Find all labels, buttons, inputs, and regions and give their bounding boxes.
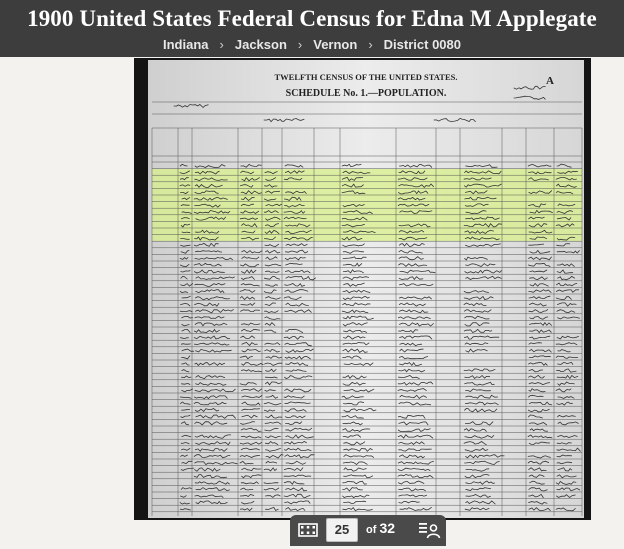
total-pages: 32	[379, 520, 396, 536]
document-schedule: SCHEDULE No. 1.—POPULATION.	[285, 88, 447, 99]
chevron-right-icon: ›	[219, 37, 224, 52]
breadcrumb	[0, 37, 624, 52]
index-panel-button[interactable]	[414, 515, 444, 546]
page-number-input[interactable]	[326, 518, 358, 542]
chevron-right-icon: ›	[368, 37, 373, 52]
breadcrumb-district[interactable]: District 0080	[383, 37, 461, 52]
page-count	[366, 520, 395, 536]
filmstrip-button[interactable]	[293, 515, 323, 546]
page-of-label: of	[366, 524, 377, 536]
sheet-letter: A	[546, 75, 554, 87]
chevron-right-icon: ›	[297, 37, 303, 52]
image-toolbar	[290, 515, 446, 546]
breadcrumb-township[interactable]: Vernon	[313, 37, 358, 52]
person-index-icon	[414, 515, 444, 546]
page-header	[0, 0, 624, 57]
breadcrumb-state[interactable]: Indiana	[163, 37, 209, 52]
filmstrip-icon	[293, 515, 323, 546]
census-record-image	[134, 58, 591, 520]
document-heading: TWELFTH CENSUS OF THE UNITED STATES.	[274, 72, 458, 82]
breadcrumb-county[interactable]: Jackson	[234, 37, 287, 52]
census-image-viewer[interactable]	[134, 58, 591, 520]
page-title: 1900 United States Federal Census for Edna M Applegate	[27, 6, 597, 31]
